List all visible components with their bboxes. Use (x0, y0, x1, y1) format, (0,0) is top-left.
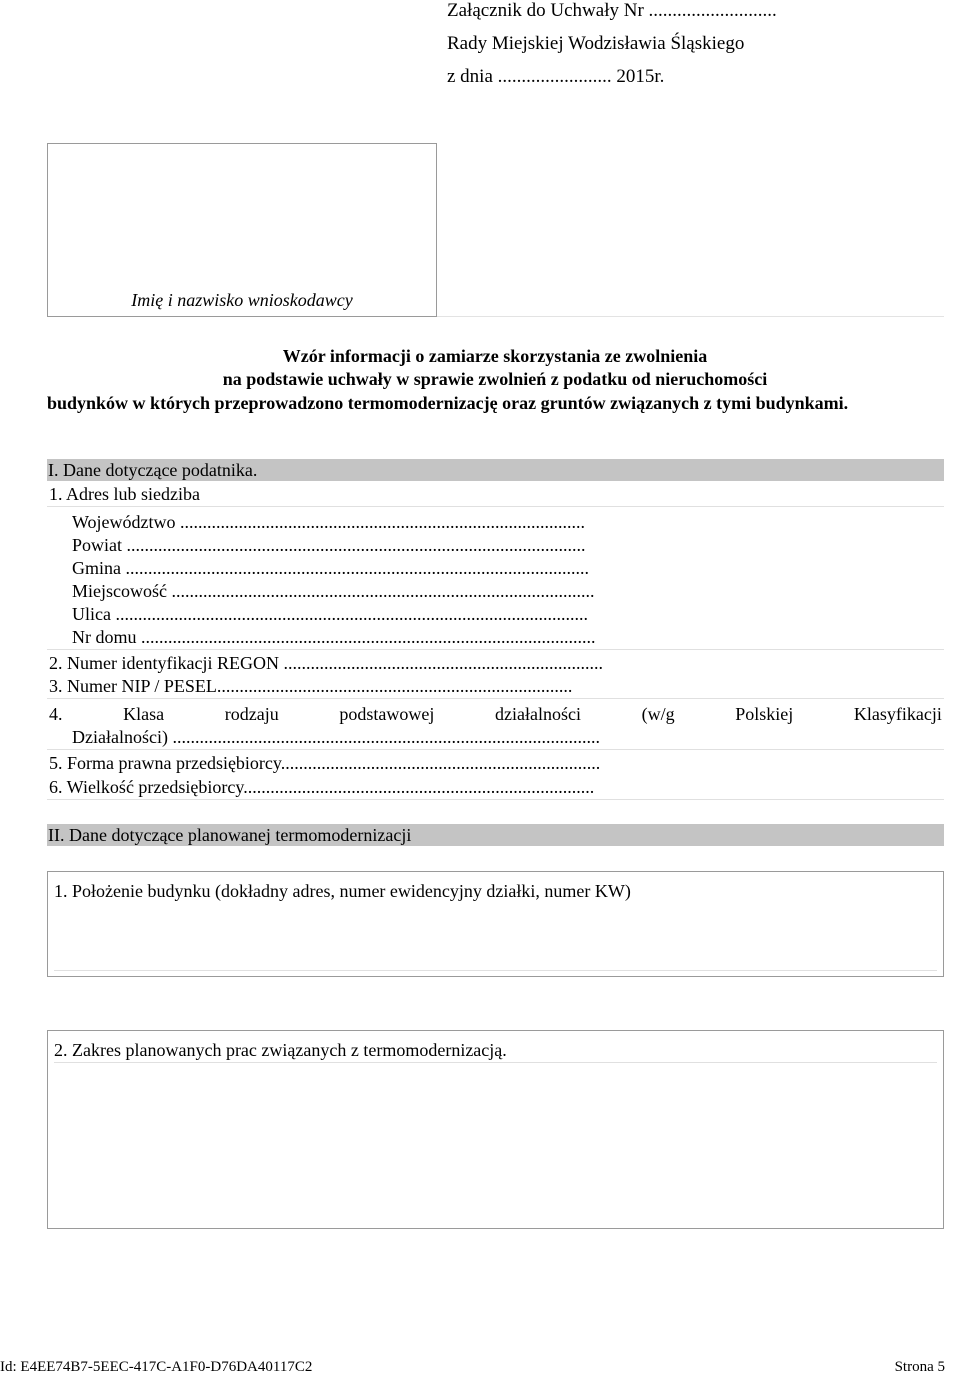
form-title-line1: Wzór informacji o zamiarze skorzystania ze zwolnienia (282, 346, 708, 366)
works-scope-field[interactable] (47, 1030, 944, 1229)
field-wielkosc[interactable]: 6. Wielkość przedsiębiorcy.............................................................................. (49, 777, 595, 797)
field-gmina[interactable]: Gmina ....................................................................................................... (72, 558, 589, 578)
field-miejscowosc[interactable]: Miejscowość .............................................................................................. (72, 581, 595, 601)
works-scope-label: 2. Zakres planowanych prac związanych z termomodernizacją. (54, 1040, 507, 1060)
field-ulica[interactable]: Ulica ......................................................................................................... (72, 604, 588, 624)
divider (47, 698, 944, 699)
field-nip-pesel[interactable]: 3. Numer NIP / PESEL............................................................................... (49, 676, 573, 696)
applicant-name-label: Imię i nazwisko wnioskodawcy (131, 290, 353, 310)
klasa-word: Polskiej (735, 704, 794, 724)
field-powiat[interactable]: Powiat ...................................................................................................... (72, 535, 586, 555)
section-2-heading: II. Dane dotyczące planowanej termomodernizacji (48, 825, 412, 845)
klasa-word: 4. (49, 704, 63, 724)
klasa-word: działalności (495, 704, 581, 724)
applicant-name-box[interactable] (47, 143, 437, 317)
field-klasa-dzialalnosci[interactable]: Działalności) ............................................................................................... (72, 727, 600, 747)
klasa-word: (w/g (641, 704, 675, 724)
section-1-heading: I. Dane dotyczące podatnika. (48, 460, 258, 480)
divider (47, 506, 944, 507)
section-2-band (47, 824, 944, 846)
divider (47, 749, 944, 750)
divider (47, 799, 944, 800)
field-wojewodztwo[interactable]: Województwo .......................................................................................... (72, 512, 586, 532)
klasa-word: podstawowej (339, 704, 435, 724)
divider (437, 316, 944, 317)
form-title-line2: na podstawie uchwały w sprawie zwolnień z podatku od nieruchomości (222, 369, 768, 389)
document-id: Id: E4EE74B7-5EEC-417C-A1F0-D76DA40117C2 (0, 1359, 313, 1375)
klasa-word: Klasyfikacji (853, 704, 942, 724)
divider (54, 1062, 937, 1063)
section-1-band (47, 459, 944, 481)
attachment-header-line3: z dnia ........................ 2015r. (447, 66, 665, 87)
klasa-word: Klasa (123, 704, 165, 724)
building-location-field[interactable] (47, 871, 944, 977)
field-nr-domu[interactable]: Nr domu ..................................................................................................... (72, 627, 596, 647)
page-number: Strona 5 (894, 1359, 945, 1375)
divider (47, 649, 944, 650)
attachment-header-line2: Rady Miejskiej Wodzisławia Śląskiego (447, 33, 745, 54)
building-location-label: 1. Położenie budynku (dokładny adres, numer ewidencyjny działki, numer KW) (54, 881, 631, 901)
field-klasa-label (49, 703, 942, 725)
field-regon[interactable]: 2. Numer identyfikacji REGON ....................................................................... (49, 653, 603, 673)
field-forma-prawna[interactable]: 5. Forma prawna przedsiębiorcy....................................................................... (49, 753, 601, 773)
attachment-header-line1: Załącznik do Uchwały Nr ........................... (447, 0, 777, 21)
klasa-word: rodzaju (224, 704, 279, 724)
divider (54, 970, 937, 971)
address-heading: 1. Adres lub siedziba (49, 484, 200, 504)
form-title-line3: budynków w których przeprowadzono termomodernizację oraz gruntów związanych z tymi budynkami. (47, 393, 849, 413)
